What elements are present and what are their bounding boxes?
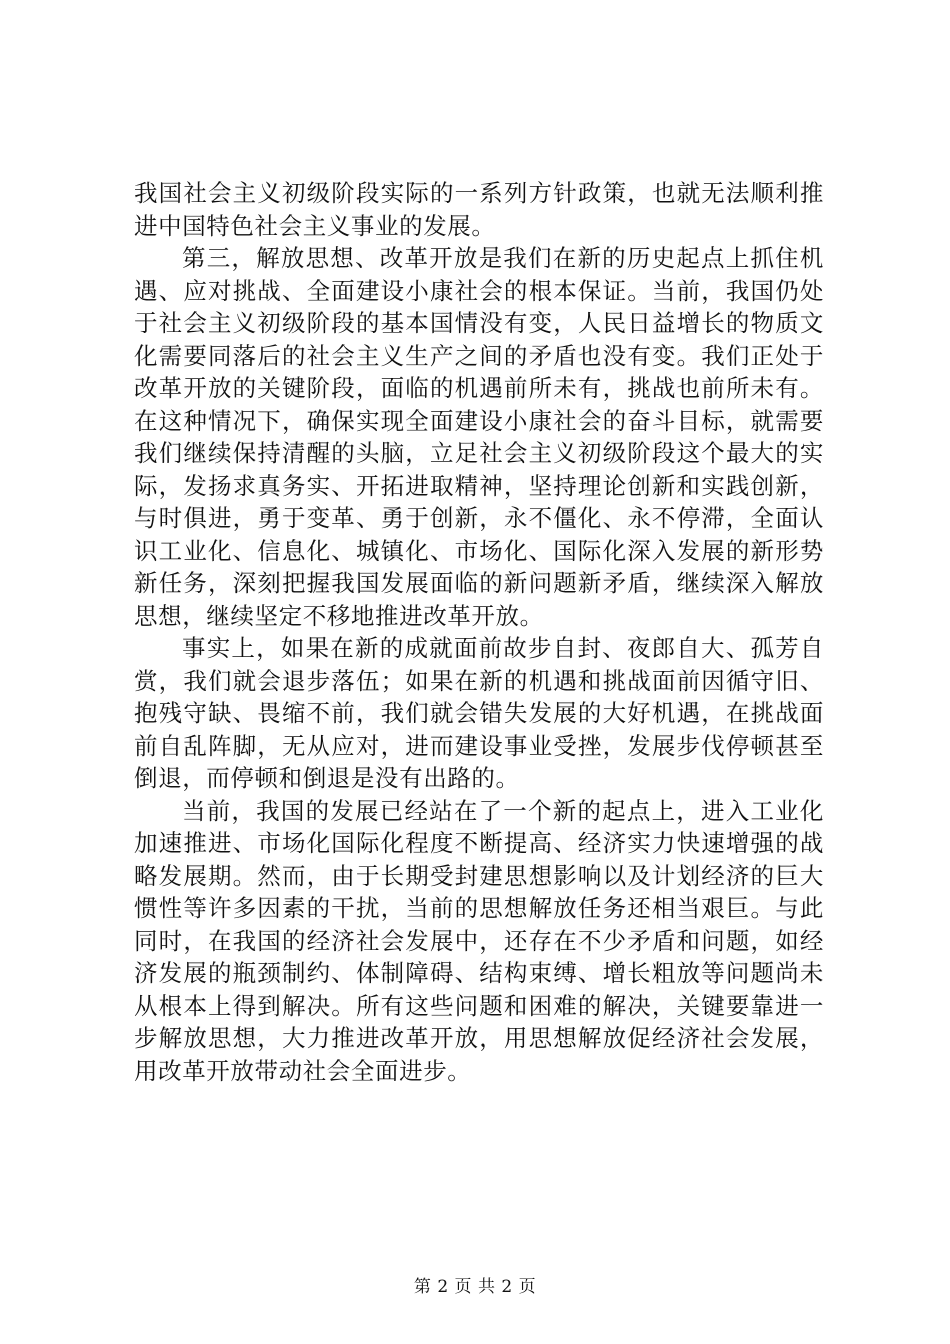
paragraph-third-point: 第三，解放思想、改革开放是我们在新的历史起点上抓住机遇、应对挑战、全面建设小康社会的根本保证。当前，我国仍处于社会主义初级阶段的基本国情没有变，人民日益增长的物质文化需要同落后的社会主义生产之间的矛盾也没有变。我们正处于改革开放的关键阶段，面临的机遇前所未有，挑战也前所未有。在这种情况下，确保实现全面建设小康社会的奋斗目标，就需要我们继续保持清醒的头脑，立足社会主义初级阶段这个最大的实际，发扬求真务实、开拓进取精神，坚持理论创新和实践创新，与时俱进，勇于变革、勇于创新，永不僵化、永不停滞，全面认识工业化、信息化、城镇化、市场化、国际化深入发展的新形势新任务，深刻把握我国发展面临的新问题新矛盾，继续深入解放思想，继续坚定不移地推进改革开放。 (134, 244, 824, 630)
document-body (134, 177, 824, 1087)
paragraph-in-fact: 事实上，如果在新的成就面前故步自封、夜郎自大、孤芳自赏，我们就会退步落伍；如果在新的机遇和挑战面前因循守旧、抱残守缺、畏缩不前，我们就会错失发展的大好机遇，在挑战面前自乱阵脚，无从应对，进而建设事业受挫，发展步伐停顿甚至倒退，而停顿和倒退是没有出路的。 (134, 634, 824, 792)
paragraph-currently: 当前，我国的发展已经站在了一个新的起点上，进入工业化加速推进、市场化国际化程度不断提高、经济实力快速增强的战略发展期。然而，由于长期受封建思想影响以及计划经济的巨大惯性等许多因素的干扰，当前的思想解放任务还相当艰巨。与此同时，在我国的经济社会发展中，还存在不少矛盾和问题，如经济发展的瓶颈制约、体制障碍、结构束缚、增长粗放等问题尚未从根本上得到解决。所有这些问题和困难的解决，关键要靠进一步解放思想，大力推进改革开放，用思想解放促经济社会发展，用改革开放带动社会全面进步。 (134, 796, 824, 1085)
paragraph-continuation: 我国社会主义初级阶段实际的一系列方针政策，也就无法顺利推进中国特色社会主义事业的发展。 (134, 179, 824, 240)
page-footer: 第 2 页 共 2 页 (413, 1277, 537, 1297)
